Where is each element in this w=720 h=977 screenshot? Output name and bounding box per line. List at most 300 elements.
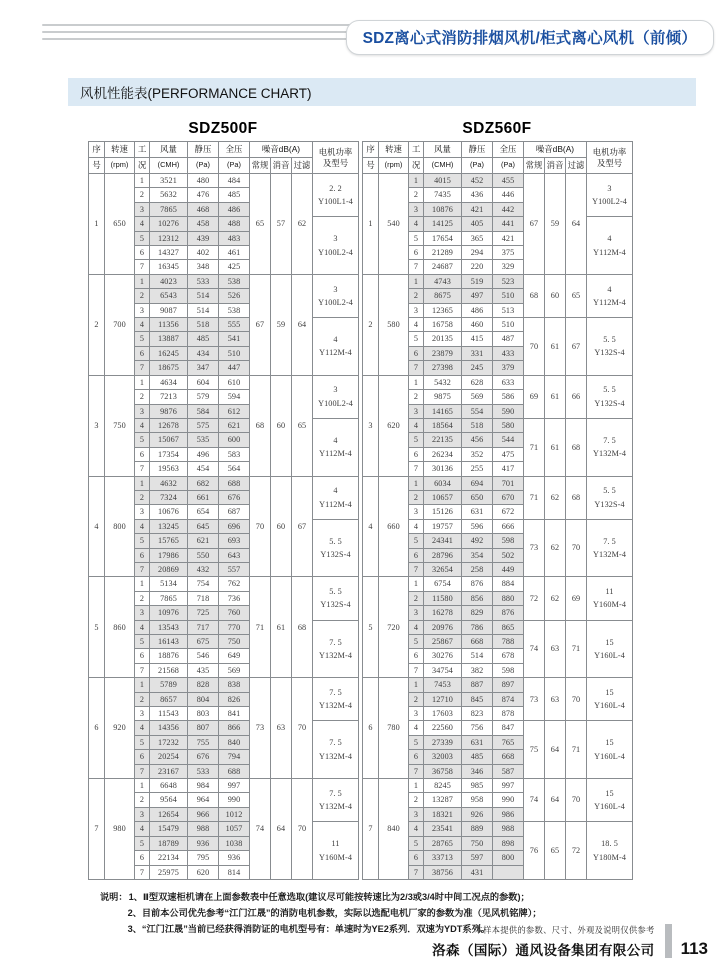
cell-noise-normal: 71 [250, 577, 271, 678]
cell-total-pressure: 760 [219, 606, 250, 620]
cell-motor: 4 Y112M-4 [587, 274, 633, 317]
cell-flow: 10276 [150, 217, 188, 231]
cell-rpm: 780 [379, 678, 409, 779]
cell-total-pressure: 668 [493, 750, 524, 764]
cell-static-pressure: 514 [462, 649, 493, 663]
cell-static-pressure: 650 [462, 490, 493, 504]
cell-static-pressure: 439 [188, 231, 219, 245]
cell-total-pressure: 1057 [219, 822, 250, 836]
cell-condition: 6 [409, 750, 424, 764]
cell-condition: 7 [409, 764, 424, 778]
cell-total-pressure: 765 [493, 735, 524, 749]
cell-motor: 5. 5 Y132S-4 [313, 519, 359, 577]
cell-condition: 1 [135, 678, 150, 692]
cell-static-pressure: 964 [188, 793, 219, 807]
cell-flow: 19563 [150, 462, 188, 476]
cell-static-pressure: 436 [462, 188, 493, 202]
cell-total-pressure: 672 [493, 505, 524, 519]
cell-total-pressure: 878 [493, 707, 524, 721]
cell-flow: 3521 [150, 174, 188, 188]
cell-total-pressure: 687 [219, 505, 250, 519]
cell-static-pressure: 245 [462, 361, 493, 375]
cell-noise-silent: 62 [545, 577, 566, 620]
cell-flow: 5134 [150, 577, 188, 591]
cell-noise-filter: 70 [292, 779, 313, 880]
cell-condition: 1 [135, 577, 150, 591]
cell-static-pressure: 889 [462, 822, 493, 836]
cell-static-pressure: 676 [188, 750, 219, 764]
cell-total-pressure: 564 [219, 462, 250, 476]
cell-condition: 7 [409, 462, 424, 476]
cell-condition: 4 [409, 519, 424, 533]
cell-total-pressure: 523 [493, 274, 524, 288]
cell-condition: 5 [135, 332, 150, 346]
cell-noise-filter: 64 [292, 274, 313, 375]
cell-total-pressure: 461 [219, 246, 250, 260]
col-header-sp-unit: (Pa) [462, 158, 493, 174]
table-row [363, 274, 633, 288]
cell-condition: 7 [135, 462, 150, 476]
cell-flow: 15479 [150, 822, 188, 836]
cell-flow: 14327 [150, 246, 188, 260]
cell-motor: 11 Y160M-4 [587, 577, 633, 620]
table-row [363, 779, 633, 793]
cell-condition: 3 [135, 303, 150, 317]
cell-static-pressure: 795 [188, 851, 219, 865]
cell-total-pressure: 510 [493, 318, 524, 332]
cell-sn: 3 [89, 375, 105, 476]
cell-noise-normal: 70 [250, 476, 271, 577]
cell-motor: 3 Y100L2-4 [313, 217, 359, 275]
cell-condition: 4 [409, 620, 424, 634]
cell-noise-normal: 68 [250, 375, 271, 476]
cell-static-pressure: 717 [188, 620, 219, 634]
cell-total-pressure: 433 [493, 346, 524, 360]
cell-condition: 7 [409, 562, 424, 576]
cell-static-pressure: 354 [462, 548, 493, 562]
cell-condition: 6 [135, 649, 150, 663]
cell-noise-silent: 62 [545, 476, 566, 519]
cell-flow: 6543 [150, 289, 188, 303]
cell-motor: 7. 5 Y132M-4 [313, 779, 359, 822]
cell-total-pressure: 750 [219, 635, 250, 649]
cell-motor: 15 Y160L-4 [587, 620, 633, 678]
note-text: 3、“江门江晟”当前已经获得消防证的电机型号有：单速时为YE2系列．双速为YDT系列。 [127, 923, 490, 934]
cell-condition: 5 [135, 735, 150, 749]
note-item-1 [100, 890, 690, 906]
cell-total-pressure: 555 [219, 318, 250, 332]
cell-flow: 11543 [150, 707, 188, 721]
cell-flow: 17232 [150, 735, 188, 749]
cell-noise-normal: 76 [524, 822, 545, 880]
cell-condition: 1 [135, 174, 150, 188]
cell-total-pressure: 569 [219, 663, 250, 677]
cell-total-pressure: 736 [219, 591, 250, 605]
cell-noise-silent: 65 [545, 822, 566, 880]
cell-total-pressure: 997 [493, 779, 524, 793]
cell-total-pressure: 612 [219, 404, 250, 418]
cell-condition: 4 [409, 318, 424, 332]
cell-flow: 18789 [150, 836, 188, 850]
col-header-sn-2: 号 [363, 158, 379, 174]
cell-noise-normal: 67 [524, 174, 545, 275]
col-header-condition-2: 况 [135, 158, 150, 174]
col-header-condition-2: 况 [409, 158, 424, 174]
cell-condition: 6 [135, 447, 150, 461]
cell-noise-normal: 69 [524, 375, 545, 418]
footer-divider [665, 924, 672, 958]
cell-static-pressure: 554 [462, 404, 493, 418]
cell-sn: 2 [363, 274, 379, 375]
cell-condition: 6 [409, 346, 424, 360]
cell-condition: 1 [409, 476, 424, 490]
cell-static-pressure: 807 [188, 721, 219, 735]
cell-flow: 11356 [150, 318, 188, 332]
cell-rpm: 800 [105, 476, 135, 577]
cell-sn: 4 [89, 476, 105, 577]
cell-total-pressure: 379 [493, 361, 524, 375]
table-row [89, 779, 359, 793]
cell-total-pressure: 587 [493, 764, 524, 778]
cell-static-pressure: 432 [188, 562, 219, 576]
cell-flow: 7453 [424, 678, 462, 692]
cell-static-pressure: 348 [188, 260, 219, 274]
cell-total-pressure: 897 [493, 678, 524, 692]
cell-condition: 3 [135, 707, 150, 721]
cell-motor: 4 Y112M-4 [587, 217, 633, 275]
cell-flow: 28765 [424, 836, 462, 850]
cell-flow: 20976 [424, 620, 462, 634]
table-row [89, 274, 359, 288]
col-header-rpm-unit: (rpm) [379, 158, 409, 174]
cell-static-pressure: 645 [188, 519, 219, 533]
cell-flow: 14356 [150, 721, 188, 735]
cell-sn: 1 [363, 174, 379, 275]
col-header-rpm: 转速 [379, 142, 409, 158]
cell-static-pressure: 620 [188, 865, 219, 879]
cell-condition: 3 [409, 202, 424, 216]
cell-flow: 12312 [150, 231, 188, 245]
page-footer [432, 924, 708, 959]
cell-condition: 4 [409, 217, 424, 231]
cell-static-pressure: 220 [462, 260, 493, 274]
cell-condition: 4 [135, 217, 150, 231]
table-row [363, 375, 633, 389]
cell-total-pressure: 598 [493, 534, 524, 548]
cell-flow: 20135 [424, 332, 462, 346]
cell-total-pressure: 866 [219, 721, 250, 735]
cell-flow: 7865 [150, 591, 188, 605]
cell-total-pressure: 788 [493, 635, 524, 649]
cell-static-pressure: 750 [462, 836, 493, 850]
col-header-sn-2: 号 [89, 158, 105, 174]
cell-flow: 17654 [424, 231, 462, 245]
cell-total-pressure: 594 [219, 390, 250, 404]
cell-static-pressure: 431 [462, 865, 493, 879]
cell-total-pressure: 541 [219, 332, 250, 346]
page-title: SDZ离心式消防排烟风机/柜式离心风机（前倾） [346, 20, 714, 55]
table-row [89, 678, 359, 692]
cell-total-pressure: 442 [493, 202, 524, 216]
cell-condition: 2 [135, 793, 150, 807]
cell-noise-filter: 71 [566, 721, 587, 779]
cell-total-pressure: 762 [219, 577, 250, 591]
cell-total-pressure: 441 [493, 217, 524, 231]
cell-static-pressure: 845 [462, 692, 493, 706]
cell-flow: 10676 [150, 505, 188, 519]
cell-total-pressure: 538 [219, 274, 250, 288]
cell-static-pressure: 984 [188, 779, 219, 793]
cell-total-pressure: 876 [493, 606, 524, 620]
cell-condition: 2 [409, 289, 424, 303]
col-header-motor: 电机功率 及型号 [313, 142, 359, 174]
cell-condition: 4 [135, 519, 150, 533]
cell-condition: 2 [409, 692, 424, 706]
cell-sn: 6 [363, 678, 379, 779]
cell-condition: 4 [135, 721, 150, 735]
col-header-sn: 序 [363, 142, 379, 158]
cell-total-pressure: 884 [493, 577, 524, 591]
cell-flow: 38756 [424, 865, 462, 879]
cell-flow: 21568 [150, 663, 188, 677]
cell-noise-filter: 68 [566, 476, 587, 519]
table-row [363, 476, 633, 490]
cell-total-pressure: 990 [219, 793, 250, 807]
cell-static-pressure: 485 [462, 750, 493, 764]
cell-flow: 8675 [424, 289, 462, 303]
cell-static-pressure: 415 [462, 332, 493, 346]
cell-condition: 6 [135, 750, 150, 764]
cell-static-pressure: 584 [188, 404, 219, 418]
cell-flow: 30136 [424, 462, 462, 476]
cell-condition: 1 [409, 375, 424, 389]
cell-total-pressure: 800 [493, 851, 524, 865]
cell-condition: 3 [135, 606, 150, 620]
cell-total-pressure: 425 [219, 260, 250, 274]
cell-static-pressure: 331 [462, 346, 493, 360]
cell-motor: 7. 5 Y132M-4 [313, 721, 359, 779]
cell-static-pressure: 596 [462, 519, 493, 533]
table-wrapper-SDZ500F [88, 120, 358, 880]
cell-condition: 3 [409, 707, 424, 721]
header-row-top [89, 142, 359, 158]
cell-rpm: 860 [105, 577, 135, 678]
cell-static-pressure: 546 [188, 649, 219, 663]
col-header-rpm: 转速 [105, 142, 135, 158]
cell-noise-silent: 63 [545, 620, 566, 678]
cell-motor: 3 Y100L2-4 [587, 174, 633, 217]
table-title: SDZ500F [188, 120, 258, 137]
cell-total-pressure: 621 [219, 418, 250, 432]
cell-motor: 18. 5 Y180M-4 [587, 822, 633, 880]
cell-flow: 7865 [150, 202, 188, 216]
col-header-noise-normal: 常规 [524, 158, 545, 174]
section-title: 风机性能表(PERFORMANCE CHART) [80, 86, 312, 101]
cell-flow: 25975 [150, 865, 188, 879]
cell-sn: 6 [89, 678, 105, 779]
cell-total-pressure: 455 [493, 174, 524, 188]
cell-static-pressure: 497 [462, 289, 493, 303]
cell-flow: 13245 [150, 519, 188, 533]
cell-noise-silent: 62 [545, 519, 566, 577]
cell-total-pressure: 586 [493, 390, 524, 404]
cell-total-pressure: 814 [219, 865, 250, 879]
cell-total-pressure: 880 [493, 591, 524, 605]
page-header [0, 0, 720, 64]
cell-rpm: 540 [379, 174, 409, 275]
cell-noise-normal: 71 [524, 418, 545, 476]
cell-static-pressure: 518 [462, 418, 493, 432]
cell-static-pressure: 476 [188, 188, 219, 202]
cell-condition: 4 [409, 418, 424, 432]
cell-flow: 6754 [424, 577, 462, 591]
cell-flow: 22135 [424, 433, 462, 447]
cell-static-pressure: 352 [462, 447, 493, 461]
cell-noise-filter: 68 [566, 418, 587, 476]
cell-total-pressure: 986 [493, 807, 524, 821]
cell-noise-silent: 63 [271, 678, 292, 779]
cell-flow: 16278 [424, 606, 462, 620]
col-header-static-pressure: 静压 [462, 142, 493, 158]
cell-static-pressure: 514 [188, 303, 219, 317]
cell-condition: 7 [409, 663, 424, 677]
cell-total-pressure: 865 [493, 620, 524, 634]
cell-condition: 1 [409, 678, 424, 692]
cell-motor: 5. 5 Y132S-4 [587, 375, 633, 418]
col-header-total-pressure: 全压 [493, 142, 524, 158]
cell-sn: 5 [363, 577, 379, 678]
cell-total-pressure: 583 [219, 447, 250, 461]
cell-static-pressure: 480 [188, 174, 219, 188]
footer-company: 洛森（国际）通风设备集团有限公司 [432, 943, 655, 958]
cell-static-pressure: 518 [188, 318, 219, 332]
cell-total-pressure: 643 [219, 548, 250, 562]
cell-condition: 2 [135, 188, 150, 202]
cell-noise-filter: 72 [566, 822, 587, 880]
cell-noise-silent: 64 [271, 779, 292, 880]
cell-static-pressure: 985 [462, 779, 493, 793]
cell-condition: 1 [135, 375, 150, 389]
col-header-flow-unit: (CMH) [424, 158, 462, 174]
cell-flow: 23167 [150, 764, 188, 778]
col-header-noise-silent: 消音 [271, 158, 292, 174]
performance-tables [0, 120, 720, 880]
table-row [363, 678, 633, 692]
cell-flow: 33713 [424, 851, 462, 865]
cell-flow: 5432 [424, 375, 462, 389]
cell-static-pressure: 718 [188, 591, 219, 605]
cell-total-pressure: 936 [219, 851, 250, 865]
cell-total-pressure: 598 [493, 663, 524, 677]
cell-condition: 2 [409, 188, 424, 202]
cell-total-pressure: 486 [219, 202, 250, 216]
cell-sn: 4 [363, 476, 379, 577]
cell-condition: 3 [135, 202, 150, 216]
cell-noise-filter: 66 [566, 375, 587, 418]
cell-static-pressure: 434 [188, 346, 219, 360]
cell-noise-normal: 70 [524, 318, 545, 376]
cell-flow: 9564 [150, 793, 188, 807]
cell-total-pressure: 488 [219, 217, 250, 231]
col-header-noise: 噪音dB(A) [524, 142, 587, 158]
cell-static-pressure: 365 [462, 231, 493, 245]
cell-flow: 8657 [150, 692, 188, 706]
cell-total-pressure: 678 [493, 649, 524, 663]
cell-condition: 5 [135, 433, 150, 447]
cell-motor: 15 Y160L-4 [587, 779, 633, 822]
cell-total-pressure: 841 [219, 707, 250, 721]
cell-static-pressure: 694 [462, 476, 493, 490]
cell-flow: 10657 [424, 490, 462, 504]
table-body [89, 174, 359, 880]
cell-static-pressure: 828 [188, 678, 219, 692]
cell-total-pressure: 770 [219, 620, 250, 634]
cell-noise-silent: 61 [545, 375, 566, 418]
cell-condition: 6 [409, 548, 424, 562]
cell-total-pressure: 538 [219, 303, 250, 317]
cell-rpm: 620 [379, 375, 409, 476]
cell-flow: 11580 [424, 591, 462, 605]
cell-condition: 2 [135, 692, 150, 706]
note-item-2 [100, 906, 690, 922]
table-row [89, 476, 359, 490]
col-header-noise-normal: 常规 [250, 158, 271, 174]
cell-static-pressure: 926 [462, 807, 493, 821]
cell-flow: 15126 [424, 505, 462, 519]
cell-condition: 5 [409, 534, 424, 548]
cell-static-pressure: 887 [462, 678, 493, 692]
cell-condition: 7 [135, 361, 150, 375]
cell-flow: 7435 [424, 188, 462, 202]
cell-flow: 14165 [424, 404, 462, 418]
cell-motor: 7. 5 Y132M-4 [587, 418, 633, 476]
cell-total-pressure: 676 [219, 490, 250, 504]
cell-flow: 20254 [150, 750, 188, 764]
cell-noise-filter: 64 [566, 174, 587, 275]
cell-total-pressure: 446 [493, 188, 524, 202]
cell-static-pressure: 421 [462, 202, 493, 216]
cell-condition: 6 [409, 447, 424, 461]
cell-flow: 5789 [150, 678, 188, 692]
cell-condition: 6 [135, 346, 150, 360]
cell-motor: 4 Y112M-4 [313, 318, 359, 376]
header-row-top [363, 142, 633, 158]
cell-total-pressure: 826 [219, 692, 250, 706]
cell-static-pressure: 346 [462, 764, 493, 778]
cell-static-pressure: 550 [188, 548, 219, 562]
cell-noise-normal: 65 [250, 174, 271, 275]
cell-flow: 15765 [150, 534, 188, 548]
cell-condition: 1 [135, 476, 150, 490]
cell-static-pressure: 255 [462, 462, 493, 476]
col-header-noise-filter: 过滤 [566, 158, 587, 174]
cell-total-pressure: 610 [219, 375, 250, 389]
cell-static-pressure: 402 [188, 246, 219, 260]
col-header-flow: 风量 [424, 142, 462, 158]
performance-table [88, 141, 359, 880]
cell-condition: 6 [409, 649, 424, 663]
cell-flow: 6648 [150, 779, 188, 793]
cell-condition: 7 [135, 764, 150, 778]
cell-flow: 23879 [424, 346, 462, 360]
cell-condition: 4 [409, 822, 424, 836]
cell-noise-filter: 67 [292, 476, 313, 577]
cell-condition: 2 [409, 591, 424, 605]
cell-noise-normal: 74 [524, 620, 545, 678]
cell-motor: 7. 5 Y132M-4 [313, 678, 359, 721]
cell-condition: 1 [409, 779, 424, 793]
cell-condition: 6 [135, 548, 150, 562]
